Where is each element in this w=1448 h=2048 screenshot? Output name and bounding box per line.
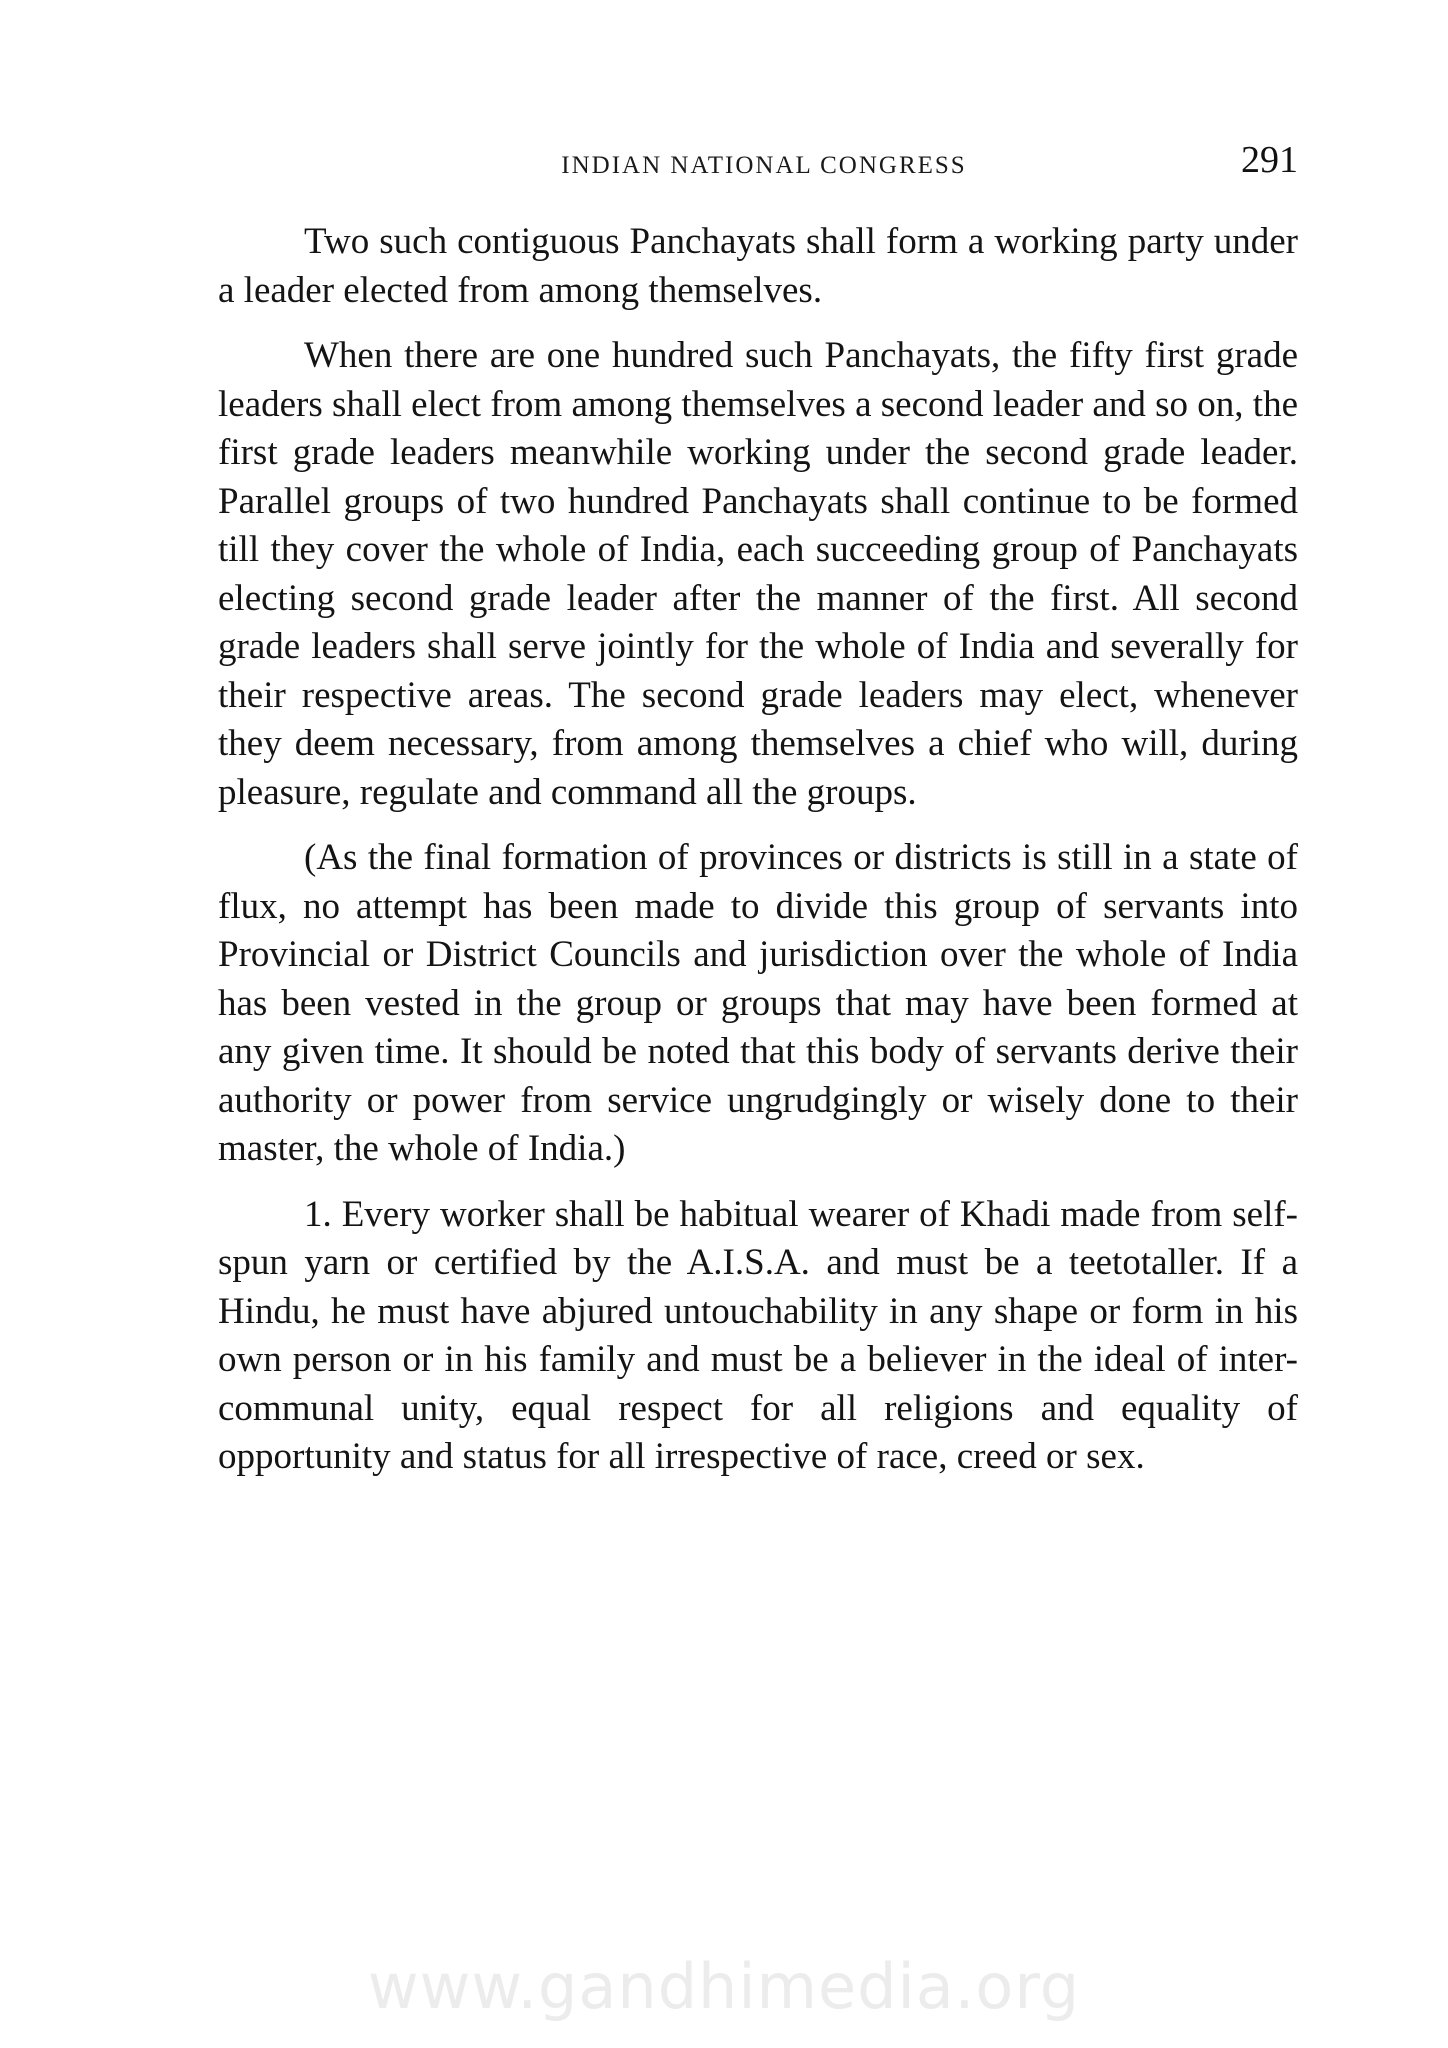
page-header — [218, 138, 1310, 198]
paragraph: (As the final formation of provinces or districts is still in a state of flux, no attempt has been made to divide this group of servants into Provincial or District Councils and jurisdiction over the whole of India has been vested in the group or groups that may have been formed at any given time. It should be noted that this body of servants derive their authority or power from service ungrudgingly or wisely done to their master, the whole of India.) — [218, 837, 1298, 1169]
paragraph: When there are one hundred such Panchayats, the fifty first grade leaders shall elect from among themselves a second leader and so on, the first grade leaders meanwhile working under the second grade leader. Parallel groups of two hundred Panchayats shall continue to be formed till they cover the whole of India, each succeeding group of Panchayats electing second grade leader after the manner of the first. All second grade leaders shall serve jointly for the whole of India and severally for their respective areas. The second grade leaders may elect, whenever they deem necessary, from among themselves a chief who will, during pleasure, regulate and command all the groups. — [218, 335, 1298, 813]
paragraph-numbered-item: 1. Every worker shall be habitual wearer of Khadi made from self-spun yarn or certified by the A.I.S.A. and must be a teetotaller. If a Hindu, he must have abjured untouchability in any shape or form in his own person or in his family and must be a believer in the ideal of inter-communal unity, equal respect for all religions and equality of opportunity and status for all irrespective of race, creed or sex. — [218, 1193, 1298, 1477]
paragraph: Two such contiguous Panchayats shall form a working party under a leader elected from among themselves. — [218, 221, 1298, 311]
page-number: 291 — [1241, 139, 1298, 181]
watermark: www.gandhimedia.org — [367, 1950, 1081, 2023]
running-head: INDIAN NATIONAL CONGRESS — [561, 152, 967, 179]
body-text — [218, 218, 1298, 1499]
